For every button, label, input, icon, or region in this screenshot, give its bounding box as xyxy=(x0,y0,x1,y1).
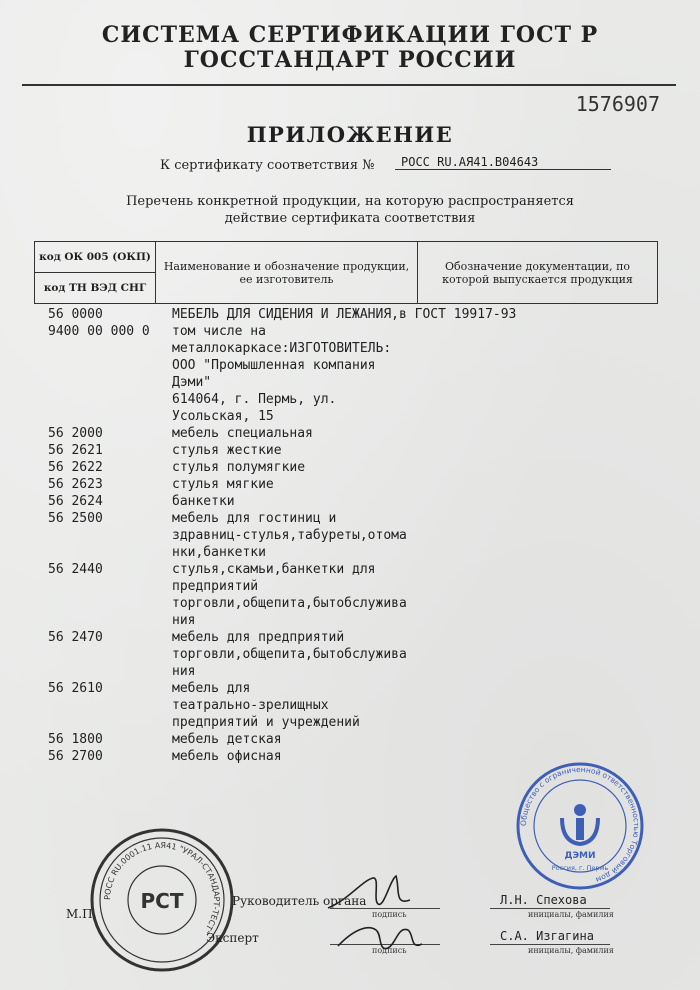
left-stamp-ring-text: РОСС RU.0001.11 АЯ41 "УРАЛ-СТАНДАРТ-ТЕСТ" xyxy=(102,840,222,936)
left-stamp-center: РСТ xyxy=(140,889,184,913)
product-description: стулья,скамьи,банкетки для xyxy=(172,562,376,577)
product-description: МЕБЕЛЬ ДЛЯ СИДЕНИЯ И ЛЕЖАНИЯ,в ГОСТ 19917-93 xyxy=(172,307,517,322)
head-label: Руководитель органа xyxy=(232,894,367,908)
product-row xyxy=(48,307,648,324)
company-logo-icon xyxy=(562,804,598,844)
product-code: 56 2622 xyxy=(48,460,103,475)
product-row xyxy=(48,426,648,443)
product-row xyxy=(48,579,648,596)
product-row xyxy=(48,715,648,732)
product-description: мебель детская xyxy=(172,732,282,747)
product-row xyxy=(48,324,648,341)
product-row xyxy=(48,647,648,664)
product-description: торговли,общепита,бытобслужива xyxy=(172,647,407,662)
product-code: 9400 00 000 0 xyxy=(48,324,150,339)
columns-header-table xyxy=(34,241,658,304)
column-product-name: Наименование и обозначение продукции, ее изготовитель xyxy=(156,242,418,304)
expert-name-caption: инициалы, фамилия xyxy=(528,946,614,955)
product-row xyxy=(48,613,648,630)
product-code: 56 2500 xyxy=(48,511,103,526)
product-row xyxy=(48,494,648,511)
product-list-heading xyxy=(0,193,700,227)
product-row xyxy=(48,341,648,358)
header-divider xyxy=(22,84,676,86)
product-row xyxy=(48,409,648,426)
product-list xyxy=(48,307,648,766)
product-description: ООО "Промышленная компания xyxy=(172,358,376,373)
product-description: мебель для xyxy=(172,681,251,696)
product-description: 614064, г. Пермь, ул. xyxy=(172,392,337,407)
right-stamp-center: ДЭМИ xyxy=(564,851,596,861)
head-name: Л.Н. Спехова xyxy=(500,893,587,907)
company-stamp xyxy=(514,760,646,892)
product-row xyxy=(48,443,648,460)
product-row xyxy=(48,358,648,375)
product-description: ния xyxy=(172,613,196,628)
product-description: стулья жесткие xyxy=(172,443,282,458)
product-description: торговли,общепита,бытобслужива xyxy=(172,596,407,611)
product-row xyxy=(48,511,648,528)
seal-place-label: М.П. xyxy=(66,907,97,921)
product-row xyxy=(48,681,648,698)
product-row xyxy=(48,545,648,562)
product-code: 56 2624 xyxy=(48,494,103,509)
product-code: 56 1800 xyxy=(48,732,103,747)
product-description: нки,банкетки xyxy=(172,545,266,560)
product-description: здравниц-стулья,табуреты,отома xyxy=(172,528,407,543)
product-code: 56 2440 xyxy=(48,562,103,577)
product-row xyxy=(48,477,648,494)
agency-title: ГОССТАНДАРТ РОССИИ xyxy=(183,47,517,73)
product-row xyxy=(48,732,648,749)
product-code: 56 0000 xyxy=(48,307,103,322)
product-description: театрально-зрелищных xyxy=(172,698,329,713)
product-code: 56 2470 xyxy=(48,630,103,645)
product-row xyxy=(48,562,648,579)
appendix-title: ПРИЛОЖЕНИЕ xyxy=(246,122,454,147)
product-description: мебель специальная xyxy=(172,426,313,441)
product-list-heading-line2: действие сертификата соответствия xyxy=(224,211,476,226)
product-row xyxy=(48,698,648,715)
product-description: стулья мягкие xyxy=(172,477,274,492)
product-row xyxy=(48,460,648,477)
product-row xyxy=(48,392,648,409)
product-description: предприятий xyxy=(172,579,259,594)
expert-name-line xyxy=(490,944,610,945)
product-code: 56 2621 xyxy=(48,443,103,458)
column-code-tnved: код ТН ВЭД СНГ xyxy=(35,273,156,304)
column-code-okp: код ОК 005 (ОКП) xyxy=(35,242,156,273)
product-row xyxy=(48,375,648,392)
certification-body-stamp xyxy=(88,826,236,974)
product-description: Усольская, 15 xyxy=(172,409,274,424)
product-row xyxy=(48,630,648,647)
product-row xyxy=(48,664,648,681)
column-documentation: Обозначение документации, по которой выпускается продукция xyxy=(418,242,658,304)
product-description: металлокаркасе:ИЗГОТОВИТЕЛЬ: xyxy=(172,341,392,356)
right-stamp-ring-text: Общество с ограниченной ответственностью Торговый дом xyxy=(518,764,642,885)
product-description: предприятий и учреждений xyxy=(172,715,360,730)
product-code: 56 2000 xyxy=(48,426,103,441)
product-code: 56 2700 xyxy=(48,749,103,764)
expert-label: Эксперт xyxy=(206,931,259,945)
head-signature-caption: подпись xyxy=(372,910,407,919)
certificate-number: РОСС RU.АЯ41.В04643 xyxy=(395,155,611,170)
product-description: мебель для гостиниц и xyxy=(172,511,337,526)
expert-name: С.А. Изгагина xyxy=(500,929,594,943)
product-code: 56 2623 xyxy=(48,477,103,492)
handwritten-signatures xyxy=(318,860,438,970)
product-list-heading-line1: Перечень конкретной продукции, на которую распространяется xyxy=(126,194,574,209)
product-code: 56 2610 xyxy=(48,681,103,696)
product-description: Дэми" xyxy=(172,375,212,390)
product-description: мебель для предприятий xyxy=(172,630,345,645)
expert-signature-caption: подпись xyxy=(372,946,407,955)
certificate-label: К сертификату соответствия № xyxy=(160,158,375,173)
product-row xyxy=(48,596,648,613)
product-description: том числе на xyxy=(172,324,266,339)
product-row xyxy=(48,528,648,545)
head-name-caption: инициалы, фамилия xyxy=(528,910,614,919)
system-title: СИСТЕМА СЕРТИФИКАЦИИ ГОСТ Р xyxy=(101,22,599,48)
head-name-line xyxy=(490,908,610,909)
product-description: банкетки xyxy=(172,494,235,509)
product-description: ния xyxy=(172,664,196,679)
form-number: 1576907 xyxy=(575,92,660,116)
product-description: мебель офисная xyxy=(172,749,282,764)
right-stamp-bottom: Россия, г. Пермь xyxy=(551,864,609,872)
product-description: стулья полумягкие xyxy=(172,460,306,475)
